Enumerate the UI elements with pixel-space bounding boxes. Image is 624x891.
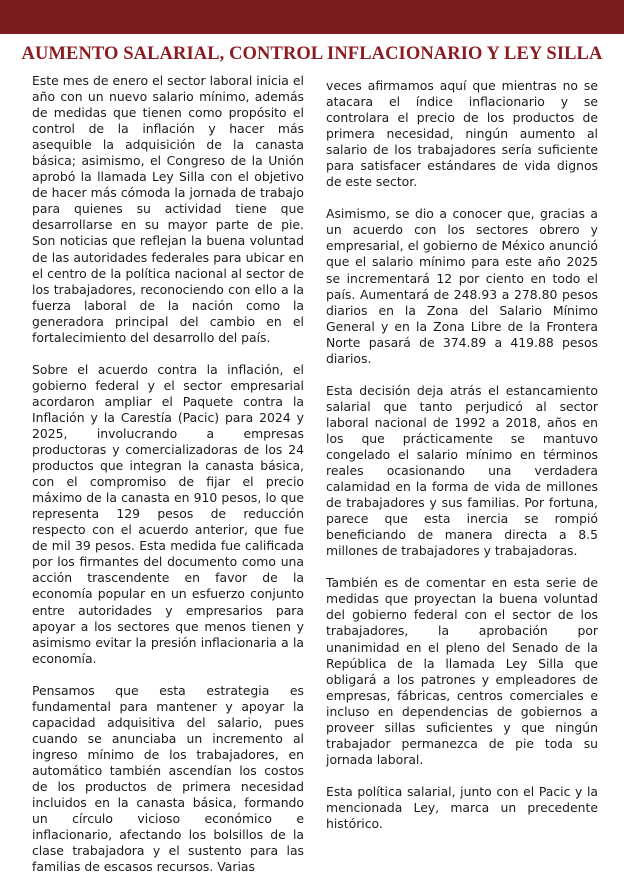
article-column-right — [326, 78, 598, 848]
paragraph: Pensamos que esta estrategia es fundamental para mantener y apoyar la capacidad adquisitiva del salario, pues cuando se anunciaba un incremento al ingreso mínimo de los trabajadores, en automático también ascendían los costos de los productos de primera necesidad incluidos en la canasta básica, formando un círculo vicioso económico e inflacionario, afectando los bolsillos de la clase trabajadora y el sustento para las familias de escasos recursos. Varias — [32, 682, 304, 875]
paragraph: Asimismo, se dio a conocer que, gracias a un acuerdo con los sectores obrero y empresarial, el gobierno de México anunció que el salario mínimo para este año 2025 se incrementará 12 por ciento en todo el país. Aumentará de 248.93 a 278.80 pesos diarios en la Zona del Salario Mínimo General y en la Zona Libre de la Frontera Norte pasará de 374.89 a 419.88 pesos diarios. — [326, 206, 598, 366]
paragraph: También es de comentar en esta serie de medidas que proyectan la buena voluntad del gobierno federal con el sector de los trabajadores, la aprobación por unanimidad en el pleno del Senado de la República de la llamada Ley Silla que obligará a los patrones y empleadores de empresas, fábricas, centros comerciales e incluso en dependencias de gobiernos a proveer sillas suficientes y que ningún trabajador permanezca de pie toda su jornada laboral. — [326, 575, 598, 767]
article-title: AUMENTO SALARIAL, CONTROL INFLACIONARIO Y LEY SILLA — [21, 44, 603, 64]
article-column-left — [32, 73, 304, 891]
paragraph: veces afirmamos aquí que mientras no se atacara el índice inflacionario y se controlara el precio de los productos de primera necesidad, ningún aumento al salario de los trabajadores sería suficiente para satisfacer estándares de vida dignos de este sector. — [326, 78, 598, 190]
header-bar — [0, 0, 624, 34]
paragraph: Esta decisión deja atrás el estancamiento salarial que tanto perjudicó al sector laboral nacional de 1992 a 2018, años en los que prácticamente se mantuvo congelado el salario mínimo en términos reales ocasionando una verdadera calamidad en la forma de vida de millones de trabajadores y sus familias. Por fortuna, parece que esta inercia se rompió beneficiando de manera directa a 8.5 millones de trabajadores y trabajadoras. — [326, 382, 598, 559]
paragraph: Sobre el acuerdo contra la inflación, el gobierno federal y el sector empresarial acordaron ampliar el Paquete contra la Inflación y la Carestía (Pacic) para 2024 y 2025, involucrando a empresas productoras y comercializadoras de los 24 productos que integran la canasta básica, con el compromiso de fijar el precio máximo de la canasta en 910 pesos, lo que representa 129 pesos de reducción respecto con el acuerdo anterior, que fue de mil 39 pesos. Esta medida fue calificada por los firmantes del documento como una acción trascendente en favor de la economía popular en un esfuerzo conjunto entre autoridades y empresarios para apoyar a los sectores que menos tienen y asimismo evitar la presión inflacionaria a la economía. — [32, 361, 304, 666]
paragraph: Esta política salarial, junto con el Pacic y la mencionada Ley, marca un precedente histórico. — [326, 783, 598, 831]
paragraph: Este mes de enero el sector laboral inicia el año con un nuevo salario mínimo, además de medidas que tienen como propósito el control de la inflación y hacer más asequible la adquisición de la canasta básica; asimismo, el Congreso de la Unión aprobó la llamada Ley Silla con el objetivo de hacer más cómoda la jornada de trabajo para quienes su actividad tiene que desarrollarse en su mayor parte de pie. Son noticias que reflejan la buena voluntad de las autoridades federales para ubicar en el centro de la política nacional al sector de los trabajadores, reconociendo con ello a la fuerza laboral de la nación como la generadora principal del cambio en el fortalecimiento del desarrollo del país. — [32, 73, 304, 345]
